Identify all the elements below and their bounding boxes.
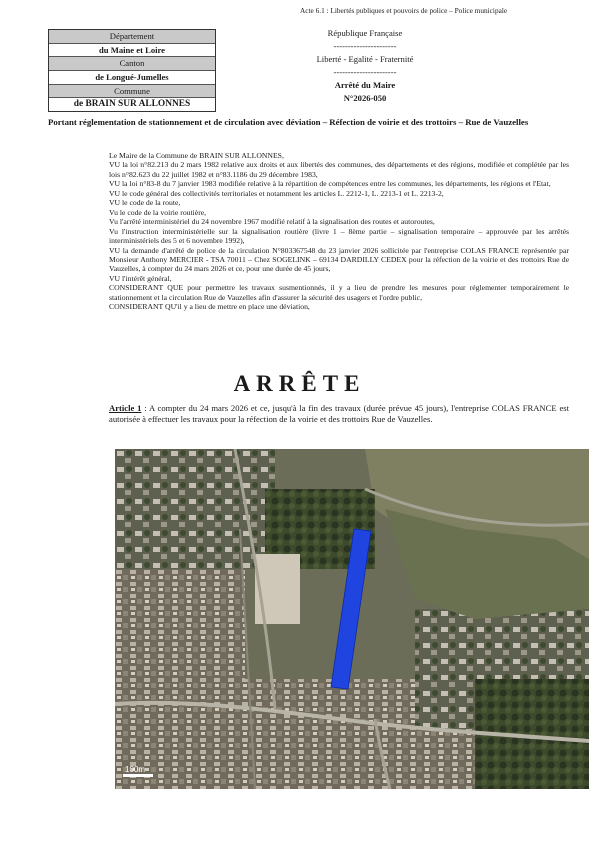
- article-1-label: Article 1: [109, 403, 142, 413]
- consideration-item: CONSIDERANT QU'il y a lieu de mettre en place une déviation,: [109, 302, 310, 312]
- subject-heading: Portant réglementation de stationnement et de circulation avec déviation – Réfection de voirie et des trottoirs – Rue de Vauzelles: [48, 117, 529, 127]
- map-cemetery: [255, 554, 300, 624]
- admin-box-value: du Maine et Loire: [49, 44, 215, 58]
- consideration-item: Vu l'instruction interministérielle sur la signalisation routière (livre 1 – 8ème partie – signalisation temporaire – approuvée par les arrêtés interministériels des 5 et 6 novembre 1992),: [109, 226, 569, 246]
- decree-title: ARRÊTE: [233, 371, 366, 396]
- consideration-item: VU l'intérêt général,: [109, 273, 172, 283]
- considerations-list: [109, 151, 569, 312]
- admin-box-value: de BRAIN SUR ALLONNES: [49, 98, 215, 111]
- consideration-item: VU la loi n°82.213 du 2 mars 1982 relative aux droits et aux libertés des communes, des départements et des régions, modifiée et complétée par les lois n°82.623 du 22 juillet 1982 et n°83.1186 du 29 décembre 1983,: [109, 160, 569, 179]
- admin-box-value: de Longué-Jumelles: [49, 71, 215, 85]
- map-town-north: [115, 449, 275, 569]
- admin-box-label: Canton: [49, 57, 215, 71]
- separator-dashes-2: ----------------------: [333, 67, 397, 77]
- admin-box-label: Commune: [49, 85, 215, 99]
- map-scale-label: 100m: [125, 765, 146, 774]
- top-note: Acte 6.1 : Libertés publiques et pouvoirs de police – Police municipale: [300, 6, 508, 15]
- consideration-item: Vu le code de la voirie routière,: [109, 207, 207, 217]
- article-1-text: : A compter du 24 mars 2026 et ce, jusqu'à la fin des travaux (durée prévue 45 jours), l'entreprise COLAS FRANCE est autorisée à effectuer les travaux pour la réfection de la voirie et des trottoirs Rue de Vauzelles.: [109, 403, 569, 424]
- consideration-item: VU le code de la route,: [109, 198, 181, 208]
- arrete-label: Arrêté du Maire: [334, 80, 396, 90]
- map-scale-bar: [123, 774, 153, 777]
- consideration-item: VU la demande d'arrêté de police de la circulation N°803367548 du 23 janvier 2026 sollicitée par l'entreprise COLAS FRANCE représentée par Monsieur Anthony MERCIER - TSA 70011 – Chez SOGELINK – 69134 DARDILLY CEDEX pour la réfection de la voirie et des trottoirs Rue de Vauzelles, à compter du 24 mars 2026 et ce, pour une durée de 45 jours,: [109, 245, 569, 274]
- aerial-map: [115, 449, 589, 789]
- article-1: [109, 403, 569, 425]
- consideration-item: VU le code général des collectivités territoriales et notamment les articles L. 2212-1, L. 2213-1 et L. 2213-2,: [109, 188, 444, 198]
- consideration-item: Le Maire de la Commune de BRAIN SUR ALLONNES,: [109, 151, 284, 160]
- republic-label: République Française: [327, 28, 403, 38]
- republic-header: [290, 27, 440, 105]
- separator-dashes: ----------------------: [333, 41, 397, 51]
- consideration-item: Vu l'arrêté interministériel du 24 novembre 1967 modifié relatif à la signalisation des routes et autoroutes,: [109, 217, 435, 227]
- arrete-number: N°2026-050: [343, 93, 387, 103]
- consideration-item: CONSIDERANT QUE pour permettre les travaux susmentionnés, il y a lieu de prendre les mesures pour réglementer temporairement le stationnement et la circulation Rue de Vauzelles afin d'assurer la sécurité des usagers et l'ordre public,: [109, 283, 569, 302]
- motto: Liberté - Egalité - Fraternité: [316, 54, 414, 64]
- consideration-item: VU la loi n°83-8 du 7 janvier 1983 modifiée relative à la répartition de compétences entre les communes, les départements, les régions et l'Etat,: [109, 179, 551, 189]
- administrative-box: [48, 29, 216, 112]
- admin-box-label: Département: [49, 30, 215, 44]
